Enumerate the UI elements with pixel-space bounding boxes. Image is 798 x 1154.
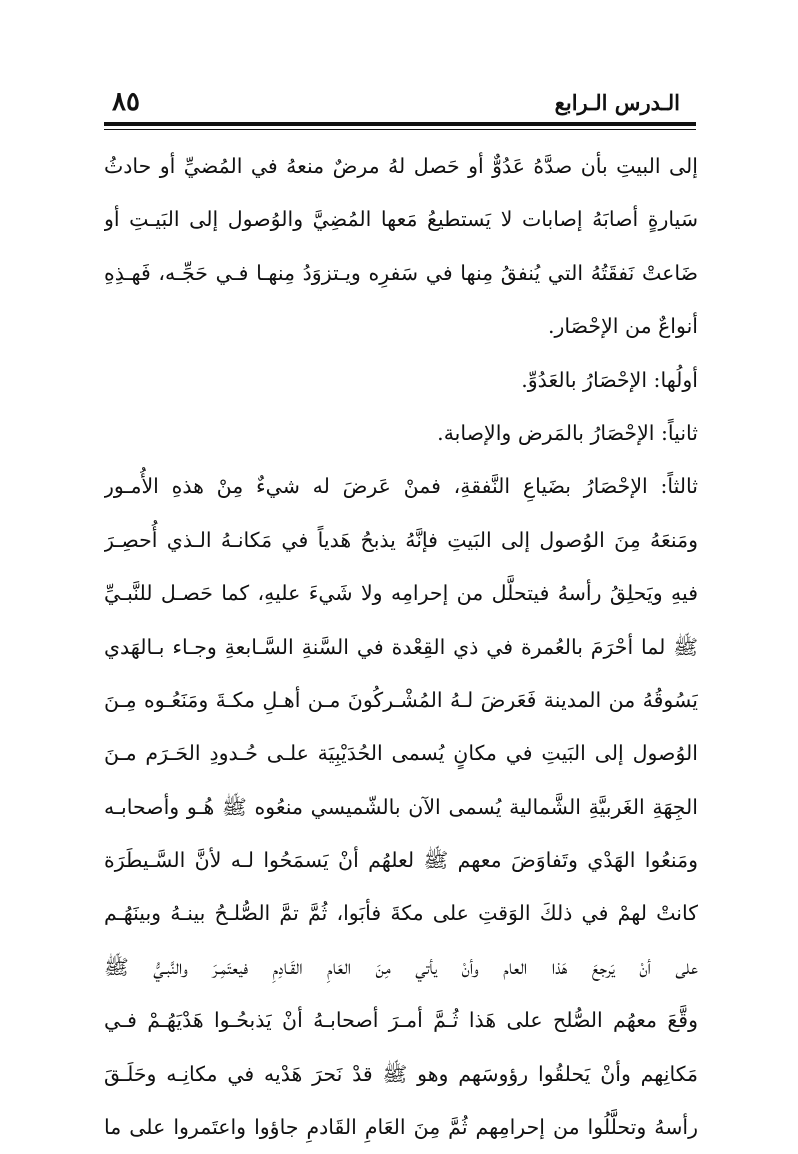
text-line: مَكانِهم وأنْ يَحلقُوا رؤوسَهم وهو ﷺ قدْ نَحرَ هَدْيه في مكانِـه وحَلَـقَ [104,1061,698,1086]
header-rule-thick [104,122,696,126]
text-line: ﷺ لما أحْرَمَ بالعُمرة في ذي القِعْدة في السَّنةِ السَّـابعةِ وجـاء بـالهَدي [104,634,698,659]
body-text [104,140,698,1154]
chapter-title: الـدرس الـرابع [554,90,680,115]
text-line: رأسهُ وتحلَّلُوا من إحرامِهم ثُمَّ مِنَ العَامِ القَادمِ جاؤوا واعتَمروا على ما [104,1115,698,1140]
text-line: يَسُوقُهُ من المدينة فَعَرضَ لـهُ المُشْـركُونَ مـن أهـلِ مكـةَ ومَنَعُـوه مِـنَ [104,687,698,712]
text-line: على أنْ يَرجعَ هَذا العام وأنْ يأتي مِنَ العَامِ القَـادِمِ فيعتَمِـرَ والنَّبـيُّ ﷺ [104,954,698,979]
text-line: إلى البيتِ بأن صدَّهُ عَدُوٌّ أو حَصل لهُ مرضٌ منعهُ في المُضيِّ أو حادثُ [104,154,698,178]
page-header [108,86,688,122]
text-line: فيهِ ويَحلِقُ رأسهُ فيتحلَّل من إحرامِه ولا شَيءَ عليهِ، كما حَصـل للنَّبـيِّ [104,581,698,606]
text-line: سَيارةٍ أصابَهُ إصابات لا يَستطيعُ مَعها المُضِيَّ والوُصول إلى البَيـتِ أو [104,207,698,232]
text-line: ثانياً: الإحْصَارُ بالمَرض والإصابة. [437,420,698,445]
text-line: ضَاعتْ نَفقَتُهُ التي يُنفقُ مِنها في سَفرِه ويـتزوَدُ مِنهـا فـي حَجِّـه، فَهـذِهِ [104,260,698,285]
text-line: وقَّعَ معهُم الصُّلح على هَذا ثُـمَّ أمـرَ أصحابـهُ أنْ يَذبحُـوا هَدْيَهُـمْ فـي [104,1008,698,1033]
text-line: ومَنعُوا الهَدْي وتَفاوَضَ معهم ﷺ لعلهُم أنْ يَسمَحُوا لـه لأنَّ السَّـيطَرَة [104,848,698,873]
text-line: ثالثاً: الإحْصَارُ بضَياعِ النَّفقةِ، فمنْ عَرضَ له شيءٌ مِنْ هذهِ الأُمـور [104,474,698,499]
text-line: أولُها: الإحْصَارُ بالعَدُوِّ. [521,367,698,392]
page-number: ٨٥ [112,87,140,117]
text-line: الجِهَةِ الغَربيَّةِ الشَّمالية يُسمى الآن بالشّميسي منعُوه ﷺ هُـو وأصحابـه [104,794,698,819]
text-line: الوُصول إلى البَيتِ في مكانٍ يُسمى الحُدَيْبِيَة علـى حُـدودِ الحَـرَم مـنَ [104,741,698,766]
text-line: ومَنعَهُ مِنَ الوُصول إلى البَيتِ فإنَّهُ يذبحُ هَدياً في مَكانـهُ الـذي أُحصِـرَ [104,527,698,552]
text-line: أنواعٌ من الإحْصَار. [547,314,698,339]
text-line: كانتْ لهمْ في ذلكَ الوَقتِ على مكةَ فأبَوا، ثُمَّ تمَّ الصُّلـحُ بينـهُ وبينَهُـم [104,901,698,926]
header-rule-thin [104,129,696,130]
